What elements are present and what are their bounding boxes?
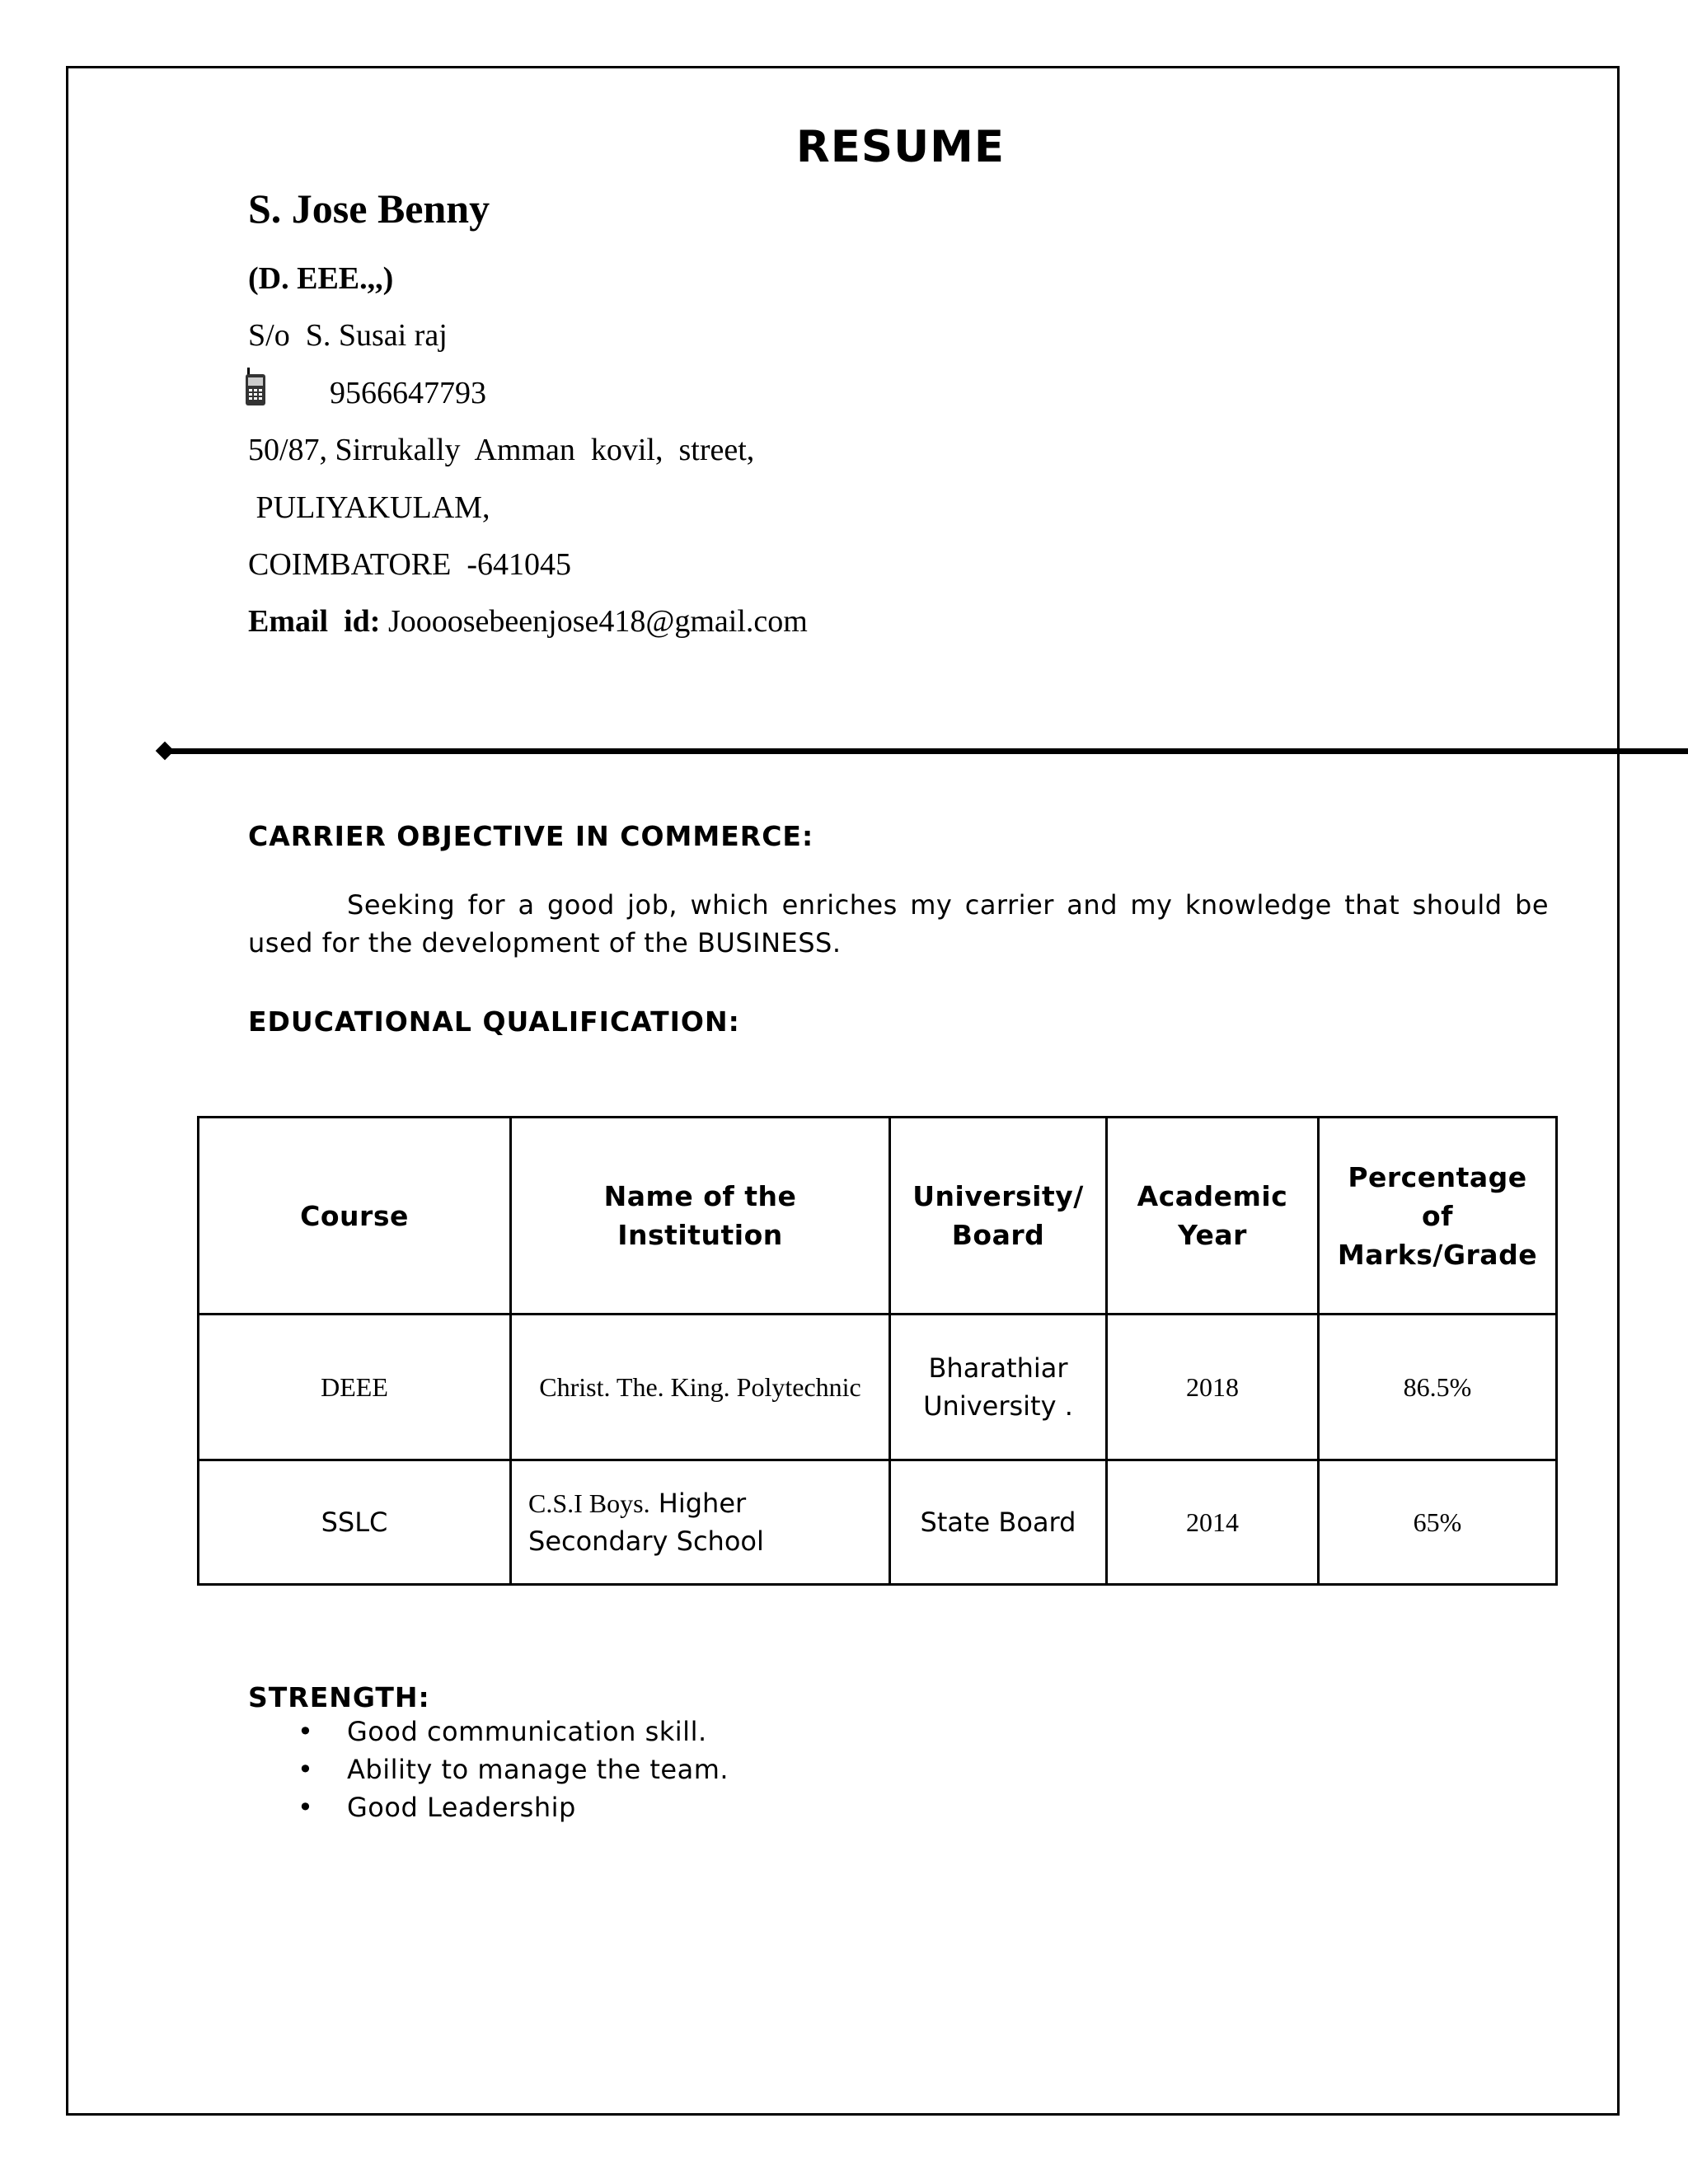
board-cell: Bharathiar University . <box>890 1315 1107 1460</box>
table-header-row <box>199 1118 1557 1315</box>
objective-heading: CARRIER OBJECTIVE IN COMMERCE: <box>248 820 814 852</box>
education-heading: EDUCATIONAL QUALIFICATION: <box>248 1005 740 1038</box>
grade-cell: 86.5% <box>1319 1315 1557 1460</box>
candidate-name: S. Jose Benny <box>248 185 490 232</box>
address-line-2: PULIYAKULAM, <box>248 490 490 525</box>
strength-text: Good Leadership <box>347 1792 576 1823</box>
email-value: Joooosebeenjose418@gmail.com <box>387 604 808 639</box>
institution-cell <box>511 1460 890 1585</box>
grade-cell: 65% <box>1319 1460 1557 1585</box>
strength-text: Ability to manage the team. <box>347 1754 729 1785</box>
mobile-phone-icon <box>244 368 267 407</box>
header-year: Academic Year <box>1107 1118 1319 1315</box>
father-name: S/o S. Susai raj <box>248 318 448 353</box>
address-line-3: COIMBATORE -641045 <box>248 547 571 582</box>
address-line-1: 50/87, Sirrukally Amman kovil, street, <box>248 433 755 467</box>
header-institution: Name of the Institution <box>511 1118 890 1315</box>
email-label: Email id: <box>248 604 381 639</box>
email-row <box>248 603 808 640</box>
list-item <box>298 1750 729 1788</box>
strength-text: Good communication skill. <box>347 1716 707 1747</box>
document-title: RESUME <box>795 122 1006 172</box>
education-table <box>197 1116 1558 1586</box>
board-cell: State Board <box>890 1460 1107 1585</box>
bullet-icon: • <box>298 1792 314 1823</box>
section-divider <box>162 748 1688 754</box>
institution-prefix: C.S.I Boys. <box>528 1488 650 1518</box>
institution-cell: Christ. The. King. Polytechnic <box>511 1315 890 1460</box>
institution-name: Higher Secondary School <box>528 1488 764 1557</box>
bullet-icon: • <box>298 1716 314 1747</box>
objective-text: Seeking for a good job, which enriches my carrier and my knowledge that should be used for the development of the BUSINESS. <box>248 889 1549 958</box>
year-cell: 2018 <box>1107 1315 1319 1460</box>
degree: (D. EEE.,,) <box>248 261 394 296</box>
bullet-icon: • <box>298 1754 314 1785</box>
table-row <box>199 1460 1557 1585</box>
table-row <box>199 1315 1557 1460</box>
list-item <box>298 1713 729 1750</box>
header-course: Course <box>199 1118 511 1315</box>
course-cell: SSLC <box>199 1460 511 1585</box>
list-item <box>298 1788 729 1826</box>
phone-number: 9566647793 <box>330 376 486 410</box>
strength-heading: STRENGTH: <box>248 1681 430 1713</box>
header-board: University/ Board <box>890 1118 1107 1315</box>
course-cell: DEEE <box>199 1315 511 1460</box>
year-cell: 2014 <box>1107 1460 1319 1585</box>
header-grade: Percentage of Marks/Grade <box>1319 1118 1557 1315</box>
strength-list <box>248 1713 729 1826</box>
